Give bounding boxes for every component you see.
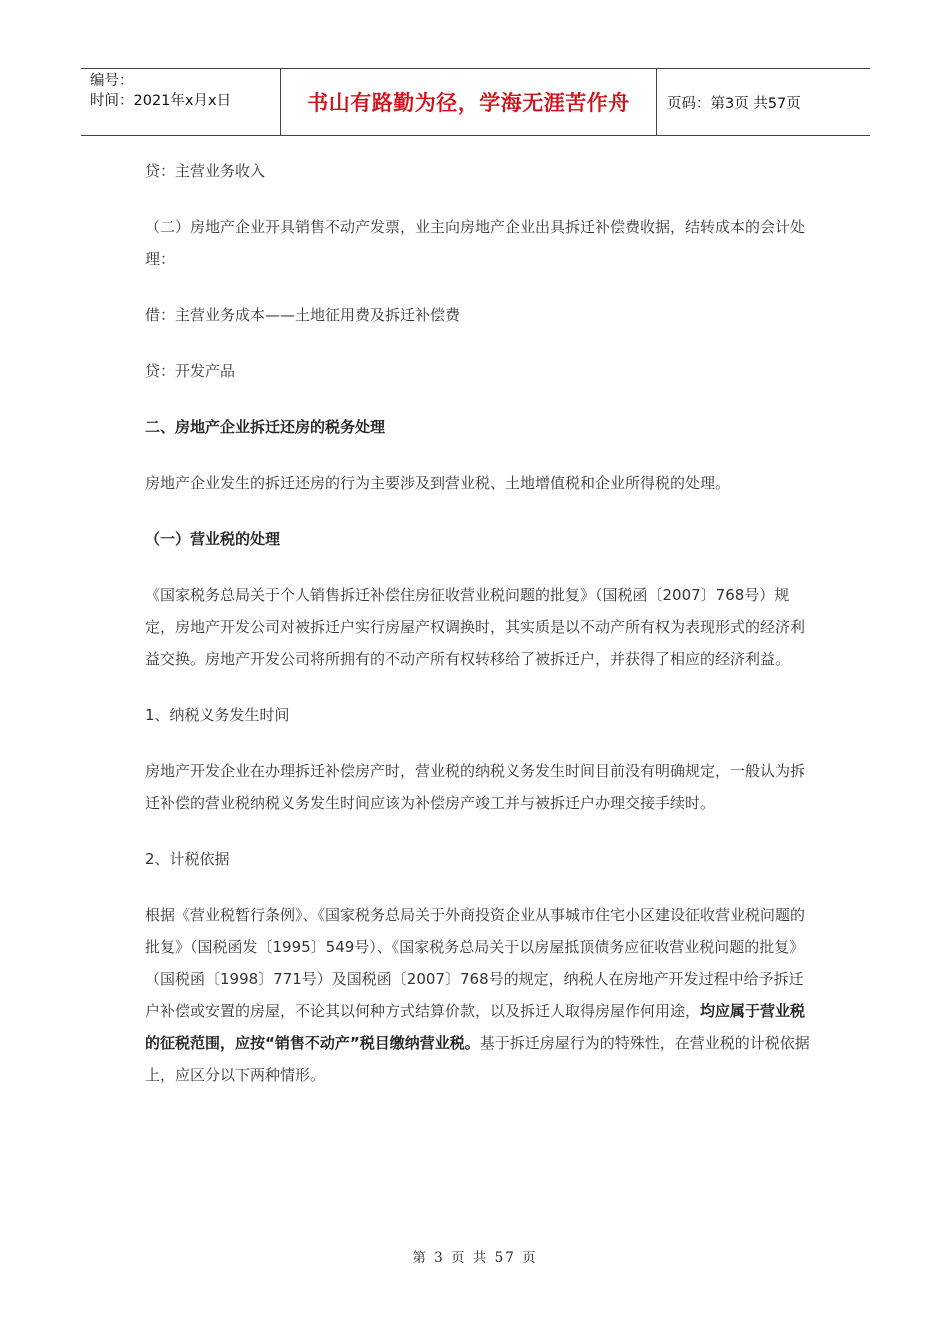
paragraph: 房地产开发企业在办理拆迁补偿房产时，营业税的纳税义务发生时间目前没有明确规定，一般认为拆迁补偿的营业税纳税义务发生时间应该为补偿房产竣工并与被拆迁户办理交接手续时。 (145, 762, 806, 812)
paragraph: 1、纳税义务发生时间 (145, 706, 290, 724)
paragraph: 贷：开发产品 (145, 362, 236, 380)
document-header (81, 68, 870, 136)
page-footer: 第 3 页 共 57 页 (412, 1250, 538, 1266)
paragraph: 贷：主营业务收入 (145, 162, 266, 180)
document-date: 时间：2021年x月x日 (90, 93, 232, 109)
paragraph: 《国家税务总局关于个人销售拆迁补偿住房征收营业税问题的批复》（国税函〔2007〕768号）规定，房地产开发公司对被拆迁户实行房屋产权调换时，其实质是以不动产所有权为表现形式的经济利益交换。房地产开发公司将所拥有的不动产所有权转移给了被拆迁户，并获得了相应的经济利益。 (145, 586, 806, 668)
header-motto: 书山有路勤为径，学海无涯苦作舟 (281, 69, 657, 135)
paragraph: 2、计税依据 (145, 850, 230, 868)
document-body (145, 155, 813, 1091)
header-page-info: 页码：第3页 共57页 (667, 95, 801, 112)
paragraph-text: 基于拆迁房屋行为的特殊性，在营业税的计税依据上，应区分以下两种情形。 (145, 1034, 810, 1084)
paragraph: （二）房地产企业开具销售不动产发票，业主向房地产企业出具拆迁补偿费收据，结转成本的会计处理： (145, 218, 806, 268)
paragraph-text: 根据《营业税暂行条例》、《国家税务总局关于外商投资企业从事城市住宅小区建设征收营业税问题的批复》（国税函发〔1995〕549号）、《国家税务总局关于以房屋抵顶债务应征收营业税问题的批复》（国税函〔1998〕771号）及国税函〔2007〕768号的规定，纳税人在房地产开发过程中给予拆迁户补偿或安置的房屋，不论其以何种方式结算价款，以及拆迁人取得房屋作何用途， (145, 906, 806, 1020)
section-heading: 二、房地产企业拆迁还房的税务处理 (145, 418, 386, 436)
document-number: 编号： (90, 73, 134, 89)
emphasis-text: 均应属于营业税的征税范围，应按“销售不动产”税目缴纳营业税。 (145, 1002, 806, 1052)
paragraph: 房地产企业发生的拆迁还房的行为主要涉及到营业税、土地增值税和企业所得税的处理。 (145, 474, 731, 492)
paragraph: 借：主营业务成本——土地征用费及拆迁补偿费 (145, 306, 461, 324)
header-meta (81, 69, 281, 135)
paragraph-tax-basis (145, 899, 813, 1091)
subsection-heading: （一）营业税的处理 (145, 530, 281, 548)
